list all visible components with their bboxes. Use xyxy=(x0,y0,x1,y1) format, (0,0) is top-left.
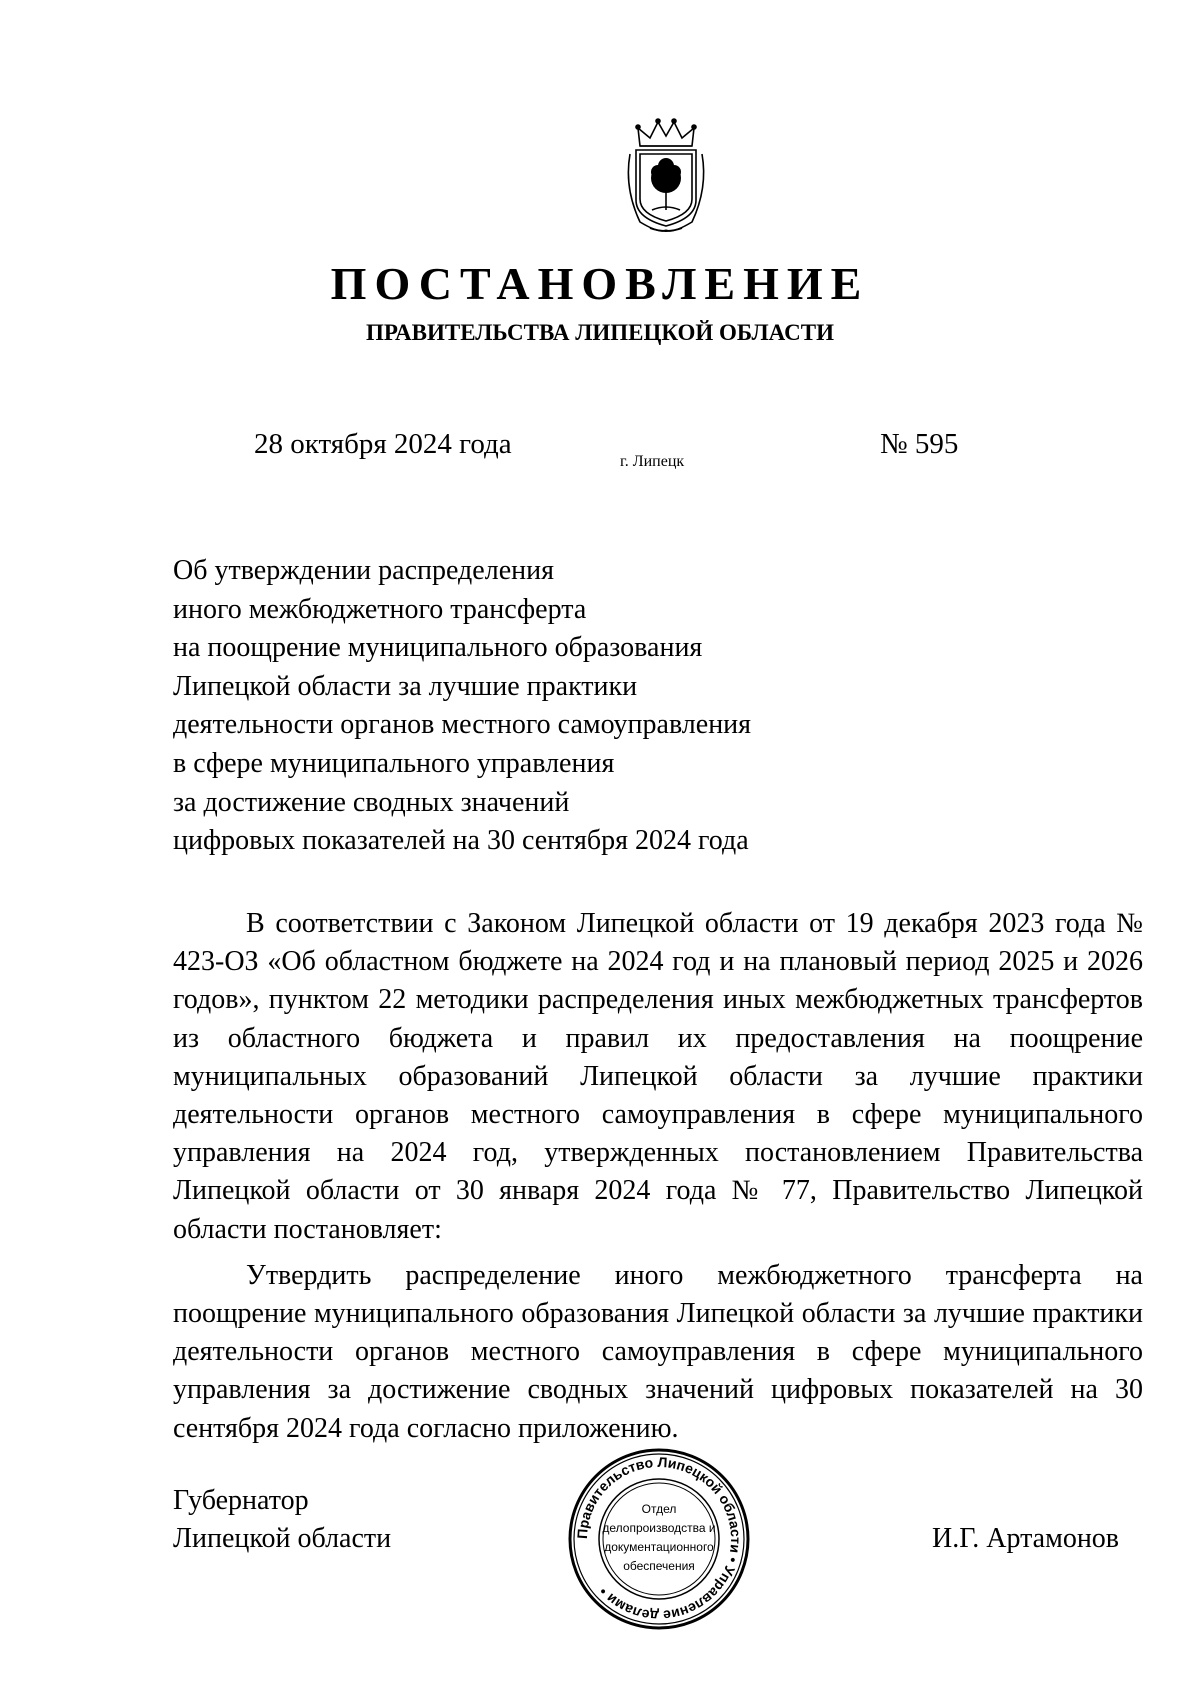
stamp-inner-line: документационного xyxy=(604,1540,714,1554)
subject-line: Липецкой области за лучшие практики xyxy=(173,670,638,702)
signatory-name: И.Г. Артамонов xyxy=(932,1523,1120,1554)
subject-line: за достижение сводных значений xyxy=(173,786,570,818)
body-paragraph-preamble: В соответствии с Законом Липецкой области от 19 декабря 2023 года № 423-ОЗ «Об областном бюджете на 2024 год и на плановый период 2025 и 2026 годов», пунктом 22 методики распределения иных межбюджетных трансфертов из областного бюджета и правил их предоставления на поощрение муниципальных образований Липецкой области за лучшие практики деятельности органов местного самоуправления в сфере муниципального управления на 2024 год, утвержденных постановлением Правительства Липецкой области от 30 января 2024 года № 77, Правительство Липецкой области постановляет: xyxy=(173,908,1143,1245)
stamp-inner-line: делопроизводства и xyxy=(602,1521,716,1535)
stamp-outer-text: Правительство Липецкой области • Управление делами • xyxy=(573,1453,745,1625)
subject-line: деятельности органов местного самоуправления xyxy=(173,709,752,741)
stamp-inner-line: Отдел xyxy=(641,1502,677,1516)
signatory-title-line: Липецкой области xyxy=(173,1523,392,1554)
document-date: 28 октября 2024 года xyxy=(254,428,512,460)
document-body xyxy=(173,905,1143,1448)
signatory-title-line: Губернатор xyxy=(173,1485,309,1516)
document-subject xyxy=(173,552,873,861)
stamp-inner-line: обеспечения xyxy=(623,1559,695,1573)
document-number: № 595 xyxy=(880,428,959,460)
coat-of-arms-icon xyxy=(620,118,712,236)
document-type-title: ПОСТАНОВЛЕНИЕ xyxy=(330,258,870,309)
body-paragraph-decision: Утвердить распределение иного межбюджетного трансферта на поощрение муниципального образования Липецкой области за лучшие практики деятельности органов местного самоуправления в сфере муниципального управления за достижение сводных значений цифровых показателей на 30 сентября 2024 года согласно приложению. xyxy=(173,1259,1143,1444)
subject-line: цифровых показателей на 30 сентября 2024 года xyxy=(173,825,749,857)
issuing-authority: ПРАВИТЕЛЬСТВА ЛИПЕЦКОЙ ОБЛАСТИ xyxy=(366,320,834,345)
subject-line: на поощрение муниципального образования xyxy=(173,632,703,664)
subject-line: в сфере муниципального управления xyxy=(173,747,615,779)
signatory-title xyxy=(173,1482,391,1558)
subject-line: Об утверждении распределения xyxy=(173,555,554,586)
subject-line: иного межбюджетного трансферта xyxy=(173,593,587,625)
official-stamp xyxy=(567,1447,751,1631)
document-city: г. Липецк xyxy=(620,453,685,470)
